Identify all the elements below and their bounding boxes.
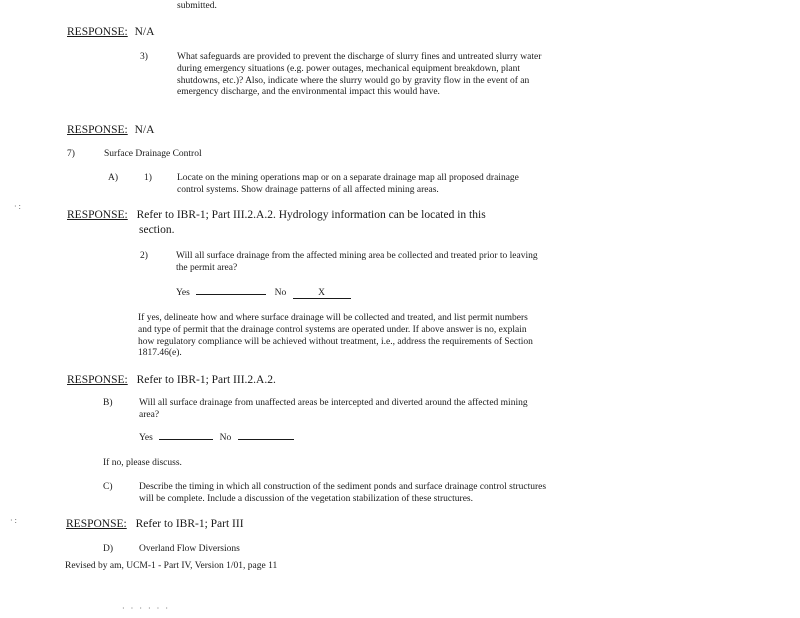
- no-label: No: [219, 433, 232, 443]
- q2-answer-row: [176, 288, 351, 300]
- response-1: [67, 25, 154, 39]
- item-c-letter: C): [103, 482, 113, 492]
- if-yes-paragraph: If yes, delineate how and where surface drainage will be collected and treated, and list permit numbers and type of permit that the drainage control systems are operated under. If above answer is no, explain how regulatory compliance will be achieved without treatment, i.e., address the requirements of Section 1817.46(e).: [138, 313, 533, 359]
- response-text: Refer to IBR-1; Part III: [135, 518, 244, 530]
- yes-label: Yes: [139, 433, 153, 443]
- q2-number: 2): [140, 251, 148, 261]
- response-text: Refer to IBR-1; Part III.2.A.2.: [136, 374, 276, 386]
- yes-label: Yes: [176, 288, 190, 298]
- page-footer: Revised by am, UCM-1 - Part IV, Version 1/01, page 11: [65, 561, 278, 571]
- b-answer-row: [139, 433, 294, 445]
- response-text: N/A: [134, 124, 155, 136]
- item-a-letter: A): [108, 173, 119, 183]
- scan-mark: ·:: [14, 202, 23, 211]
- response-5: [66, 517, 244, 531]
- scan-mark: · · · · · ·: [122, 604, 170, 613]
- response-text-line-1: Refer to IBR-1; Part III.2.A.2. Hydrology information can be located in this: [136, 209, 486, 221]
- q3-number: 3): [140, 52, 148, 62]
- response-label: RESPONSE:: [67, 124, 128, 136]
- no-label: No: [274, 288, 287, 298]
- yes-answer-field[interactable]: [159, 439, 213, 440]
- response-3-line-2: section.: [139, 224, 175, 236]
- response-label: RESPONSE:: [67, 26, 128, 38]
- scan-mark: ·:: [10, 516, 19, 525]
- top-fragment: submitted.: [177, 1, 217, 11]
- q2-text: Will all surface drainage from the affected mining area be collected and treated prior to leaving the permit area?: [176, 251, 538, 273]
- item-d-text: Overland Flow Diversions: [139, 544, 240, 554]
- item-a1-text: Locate on the mining operations map or on a separate drainage map all proposed drainage control systems. Show drainage patterns of all affected mining areas.: [177, 173, 519, 195]
- item-b-letter: B): [103, 398, 113, 408]
- item-b-text: Will all surface drainage from unaffected areas be intercepted and diverted around the affected mining area?: [139, 398, 528, 420]
- item-a1-number: 1): [144, 173, 152, 183]
- yes-answer-field[interactable]: [196, 294, 266, 295]
- response-label: RESPONSE:: [67, 209, 128, 221]
- item-c-text: Describe the timing in which all construction of the sediment ponds and surface drainage control structures will be complete. Include a discussion of the vegetation stabilization of these structures.: [139, 482, 547, 504]
- no-answer-field[interactable]: X: [293, 288, 351, 299]
- if-no-text: If no, please discuss.: [103, 458, 182, 468]
- response-4: [67, 373, 276, 387]
- response-label: RESPONSE:: [66, 518, 127, 530]
- response-label: RESPONSE:: [67, 374, 128, 386]
- q3-text: What safeguards are provided to prevent the discharge of slurry fines and untreated slurry water during emergency situations (e.g. power outages, mechanical equipment breakdown, plant shutdowns, etc.)? Also, indicate where the slurry would go by gravity flow in the event of an emergency discharge, and the environmental impact this would have.: [177, 52, 542, 98]
- response-3: [67, 208, 486, 222]
- response-2: [67, 123, 154, 137]
- section-7-title: Surface Drainage Control: [104, 149, 202, 159]
- section-7-number: 7): [67, 149, 75, 159]
- response-text: N/A: [134, 26, 155, 38]
- no-answer-field[interactable]: [238, 439, 294, 440]
- item-d-letter: D): [103, 544, 114, 554]
